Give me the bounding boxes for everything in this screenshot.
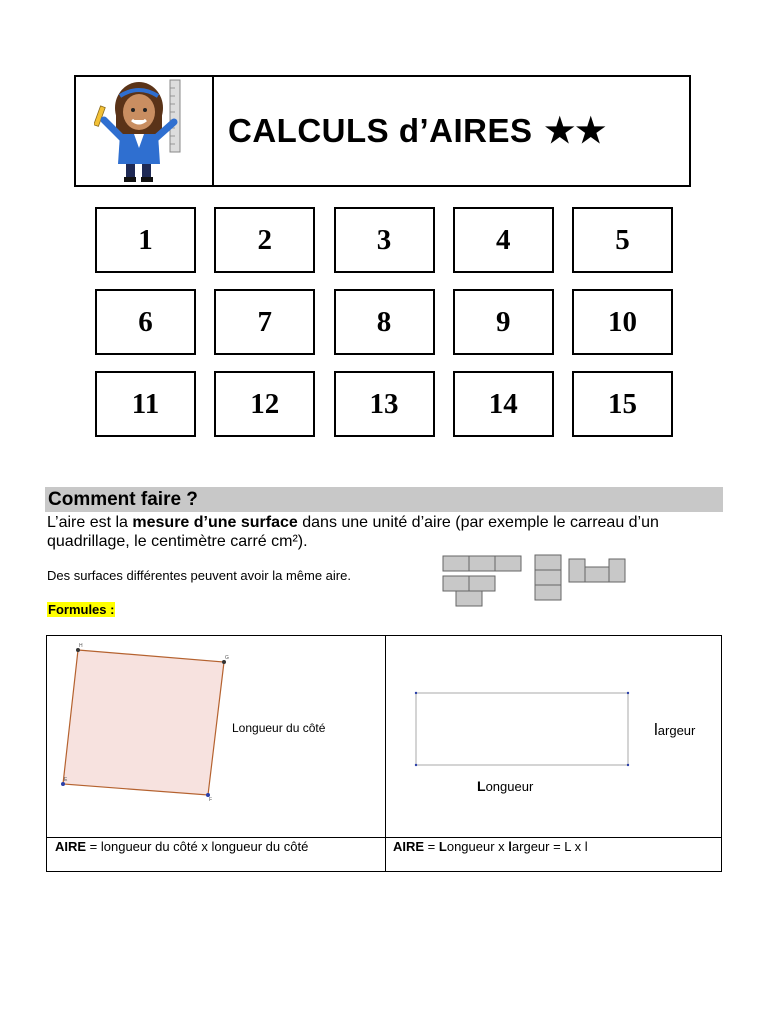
aire-word: AIRE: [55, 839, 87, 854]
square-area-formula: [55, 839, 308, 854]
side-length-label: Longueur du côté: [232, 721, 326, 735]
square-formula-text: = longueur du côté x longueur du côté: [86, 839, 309, 854]
header-box: [74, 75, 691, 187]
rectangle-figure: [413, 690, 633, 770]
aire-word: AIRE: [393, 839, 425, 854]
difficulty-stars: ★★: [544, 112, 607, 150]
exercise-button[interactable]: 14: [453, 371, 554, 437]
exercise-button[interactable]: 5: [572, 207, 673, 273]
square-figure: [59, 641, 229, 811]
definition-bold: mesure d’une surface: [132, 514, 298, 531]
formula-table: [46, 635, 722, 872]
formula-eq: =: [424, 839, 439, 854]
same-area-note: Des surfaces différentes peuvent avoir la même aire.: [47, 568, 351, 583]
definition-text-b: dans une unité d’aire (par exemple le carreau d’un quadrillage, le centimètre carré cm²).: [47, 514, 659, 550]
length-initial: L: [477, 778, 486, 794]
exercise-button[interactable]: 1: [95, 207, 196, 273]
tile-shapes-illustration: [440, 552, 630, 610]
formulas-label: Formules :: [48, 602, 115, 617]
definition-paragraph: [47, 513, 727, 551]
formula-l: l: [508, 839, 512, 854]
width-label: [654, 720, 695, 740]
exercise-button[interactable]: 3: [334, 207, 435, 273]
exercise-button[interactable]: 2: [214, 207, 315, 273]
exercise-button[interactable]: 15: [572, 371, 673, 437]
exercise-button[interactable]: 7: [214, 289, 315, 355]
page-title: [214, 77, 689, 185]
exercise-button[interactable]: 11: [95, 371, 196, 437]
title-text: CALCULS d’AIRES: [228, 112, 533, 149]
vertex-label: G: [225, 655, 229, 661]
width-rest: argeur: [657, 723, 696, 738]
vertex-label: H: [79, 643, 83, 649]
rectangle-area-formula: [393, 839, 588, 854]
length-rest: ongueur: [485, 779, 534, 794]
table-divider: [385, 636, 386, 871]
formula-end: argeur = L x l: [511, 839, 588, 854]
exercise-number-grid: [95, 207, 673, 437]
table-divider: [47, 837, 721, 838]
exercise-button[interactable]: 10: [572, 289, 673, 355]
definition-text-a: L’aire est la: [47, 514, 133, 531]
exercise-button[interactable]: 4: [453, 207, 554, 273]
exercise-button[interactable]: 8: [334, 289, 435, 355]
girl-with-ruler-icon: [76, 77, 214, 185]
formula-mid: ongueur x: [446, 839, 509, 854]
section-heading: Comment faire ?: [45, 487, 723, 512]
vertex-label: F: [209, 797, 213, 803]
length-label: [477, 778, 533, 794]
width-initial: l: [654, 720, 658, 739]
exercise-button[interactable]: 13: [334, 371, 435, 437]
exercise-button[interactable]: 12: [214, 371, 315, 437]
exercise-button[interactable]: 9: [453, 289, 554, 355]
vertex-label: E: [64, 777, 68, 783]
exercise-button[interactable]: 6: [95, 289, 196, 355]
formula-L: L: [438, 839, 447, 854]
